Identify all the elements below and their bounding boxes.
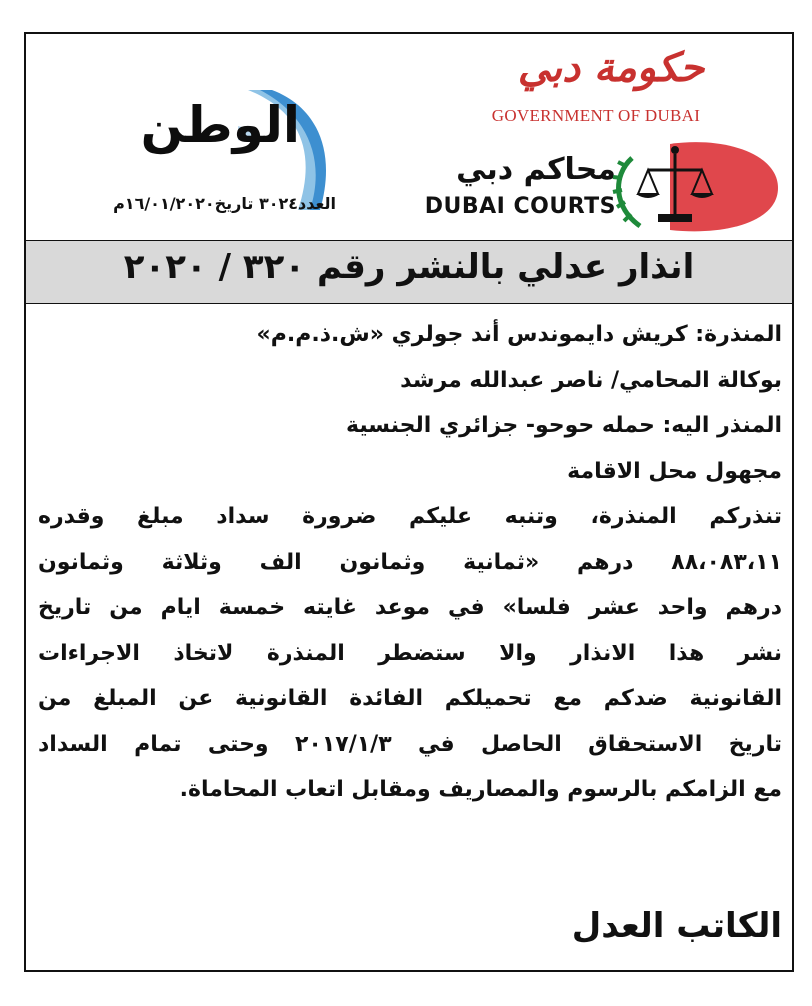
notice-body — [38, 312, 782, 813]
body-line: مع الزامكم بالرسوم والمصاريف ومقابل اتعاب المحاماة. — [179, 777, 782, 802]
body-line: المنذرة: كريش دايموندس أند جولري «ش.ذ.م.م» — [256, 322, 782, 347]
body-line: بوكالة المحامي/ ناصر عبدالله مرشد — [400, 367, 782, 393]
newspaper-logo — [100, 90, 320, 190]
newspaper-name: الوطن — [140, 96, 300, 154]
header — [26, 34, 792, 240]
body-line: مجهول محل الاقامة — [567, 458, 782, 484]
courts-name-en: DUBAI COURTS — [424, 194, 616, 219]
notice-title-band — [26, 240, 792, 304]
body-line: ٨٨،٠٨٣،١١ درهم «ثمانية وثمانون الف وثلاثة وثمانون — [38, 549, 782, 575]
body-line: القانونية ضدكم مع تحميلكم الفائدة القانونية عن المبلغ من — [38, 686, 782, 711]
notice-frame — [24, 32, 794, 972]
issue-line: العدد٣٠٢٤ تاريخ١٦/٠١/٢٠٢٠م — [113, 194, 336, 213]
courts-name-ar: محاكم دبي — [456, 152, 616, 187]
government-name-ar: حكومة دبي — [517, 44, 705, 91]
body-line: درهم واحد عشر فلسا» في موعد غايته خمسة ايام من تاريخ — [38, 595, 782, 620]
notary-signature: الكاتب العدل — [571, 906, 782, 946]
body-line: تنذركم المنذرة، وتنبه عليكم ضرورة سداد مبلغ وقدره — [38, 504, 782, 529]
body-line: المنذر اليه: حمله حوحو- جزائري الجنسية — [345, 413, 782, 438]
notice-title: انذار عدلي بالنشر رقم ٣٢٠ / ٢٠٢٠ — [123, 247, 695, 287]
body-line: نشر هذا الانذار والا ستضطر المنذرة لاتخاذ الاجراءات — [38, 640, 782, 666]
scales-of-justice-icon — [600, 136, 780, 236]
government-name-en: GOVERNMENT OF DUBAI — [491, 106, 701, 125]
body-line: تاريخ الاستحقاق الحاصل في ٢٠١٧/١/٣ وحتى تمام السداد — [38, 731, 783, 757]
